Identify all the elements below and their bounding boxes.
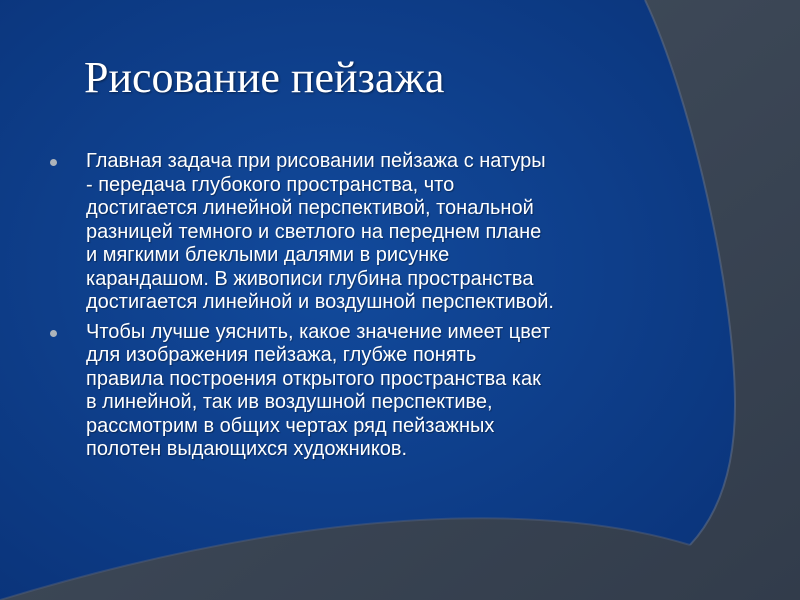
bullet-dot-icon (50, 330, 57, 337)
bullet-item (48, 321, 698, 462)
bullet-dot-icon (50, 159, 57, 166)
slide-title: Рисование пейзажа (84, 53, 445, 102)
bullet-text: Главная задача при рисовании пейзажа с натуры - передача глубокого пространства, что достигается линейной перспективой, тональной разницей темного и светлого на переднем плане и мягкими блеклыми далями в рисунке карандашом. В живописи глубина пространства достигается линейной и воздушной перспективой. (86, 150, 554, 313)
bullet-item (48, 150, 698, 315)
bullet-list (48, 150, 698, 468)
bullet-text: Чтобы лучше уяснить, какое значение имеет цвет для изображения пейзажа, глубже понять правила построения открытого пространства как в линейной, так ив воздушной перспективе, рассмотрим в общих чертах ряд пейзажных полотен выдающихся художников. (86, 320, 551, 460)
